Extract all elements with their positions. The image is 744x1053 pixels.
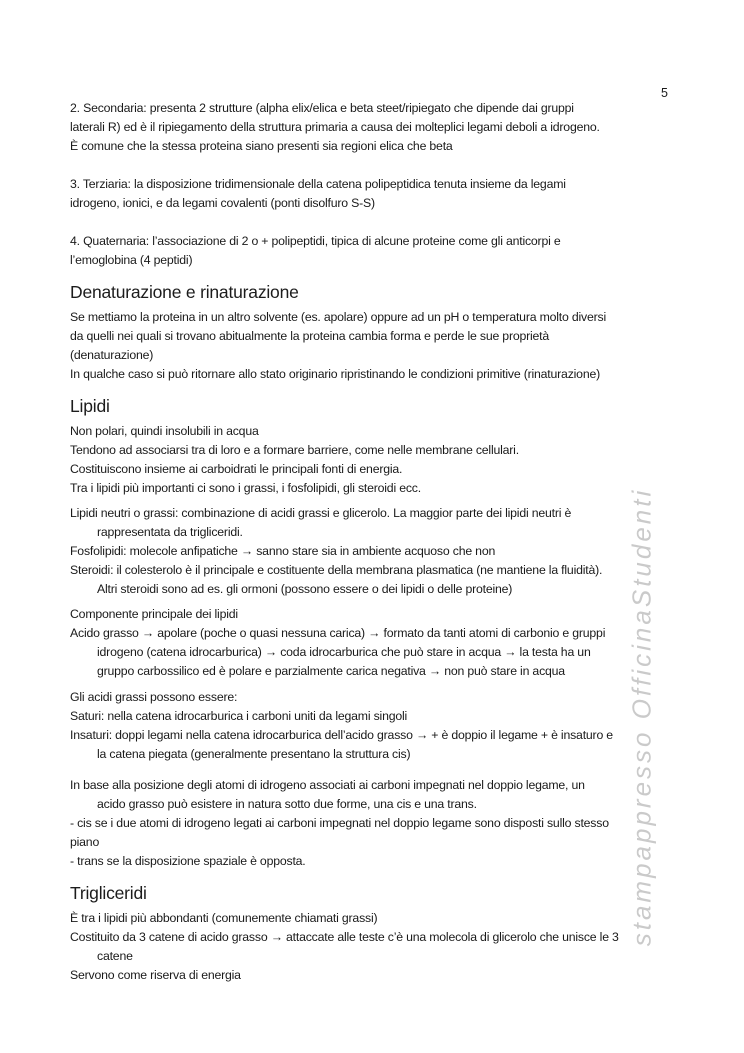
section-heading: Denaturazione e rinaturazione	[70, 282, 299, 302]
page-number: 5	[661, 86, 668, 100]
text-line: In qualche caso si può ritornare allo stato originario ripristinando le condizioni primitive (rinaturazione)	[70, 367, 600, 381]
text-line: Se mettiamo la proteina in un altro solvente (es. apolare) oppure ad un pH o temperatura molto diversi	[70, 310, 606, 324]
text-line: Non polari, quindi insolubili in acqua	[70, 424, 259, 438]
spacer	[70, 156, 686, 175]
text-line: (denaturazione)	[70, 348, 154, 362]
text-line: Tendono ad associarsi tra di loro e a formare barriere, come nelle membrane cellulari.	[70, 443, 519, 457]
text-line: Gli acidi grassi possono essere:	[70, 690, 238, 704]
text-line: da quelli nei quali si trovano abitualmente la proteina cambia forma e perde le sue proprietà	[70, 329, 550, 343]
text-line: Insaturi: doppi legami nella catena idrocarburica dell’acido grasso → + è doppio il legame + è insaturo e	[70, 728, 613, 742]
spacer	[70, 213, 686, 232]
text-line: Componente principale dei lipidi	[70, 607, 238, 621]
text-line: piano	[70, 835, 100, 849]
text-line: l’emoglobina (4 peptidi)	[70, 253, 193, 267]
spacer	[70, 681, 686, 688]
text-line: Saturi: nella catena idrocarburica i carboni uniti da legami singoli	[70, 709, 408, 723]
text-line: È tra i lipidi più abbondanti (comunemente chiamati grassi)	[70, 911, 378, 925]
text-line: Acido grasso → apolare (poche o quasi nessuna carica) → formato da tanti atomi di carbonio e gruppi	[70, 626, 606, 640]
text-line: In base alla posizione degli atomi di idrogeno associati ai carboni impegnati nel doppio legame, un	[70, 778, 585, 792]
text-line: catene	[97, 949, 133, 963]
document-body	[70, 99, 686, 985]
text-line: la catena piegata (generalmente presentano la struttura cis)	[97, 747, 411, 761]
text-line: Fosfolipidi: molecole anfipatiche → sanno stare sia in ambiente acquoso che non	[70, 544, 496, 558]
text-line: 3. Terziaria: la disposizione tridimensionale della catena polipeptidica tenuta insieme da legami	[70, 177, 566, 191]
text-line: gruppo carbossilico ed è polare e parzialmente carica negativa → non può stare in acqua	[97, 664, 565, 678]
text-line: idrogeno (catena idrocarburica) → coda idrocarburica che può stare in acqua → la testa ha un	[97, 645, 591, 659]
spacer	[70, 764, 686, 776]
text-line: Altri steroidi sono ad es. gli ormoni (possono essere o dei lipidi o delle proteine)	[97, 582, 513, 596]
text-line: acido grasso può esistere in natura sotto due forme, una cis e una trans.	[97, 797, 477, 811]
text-line: 4. Quaternaria: l’associazione di 2 o + polipeptidi, tipica di alcune proteine come gli anticorpi e	[70, 234, 561, 248]
text-line: 2. Secondaria: presenta 2 strutture (alpha elix/elica e beta steet/ripiegato che dipende dai gruppi	[70, 101, 574, 115]
text-line: - cis se i due atomi di idrogeno legati ai carboni impegnati nel doppio legame sono disposti sullo stesso	[70, 816, 609, 830]
text-line: Tra i lipidi più importanti ci sono i grassi, i fosfolipidi, gli steroidi ecc.	[70, 481, 421, 495]
text-line: È comune che la stessa proteina siano presenti sia regioni elica che beta	[70, 139, 453, 153]
section-heading: Trigliceridi	[70, 883, 147, 903]
text-line: Costituiscono insieme ai carboidrati le principali fonti di energia.	[70, 462, 403, 476]
text-line: Costituito da 3 catene di acido grasso → attaccate alle teste c’è una molecola di glicerolo che unisce le 3	[70, 930, 619, 944]
text-line: Steroidi: il colesterolo è il principale e costituente della membrana plasmatica (ne mantiene la fluidità).	[70, 563, 603, 577]
text-line: - trans se la disposizione spaziale è opposta.	[70, 854, 306, 868]
text-line: Servono come riserva di energia	[70, 968, 241, 982]
section-heading: Lipidi	[70, 396, 110, 416]
text-line: Lipidi neutri o grassi: combinazione di acidi grassi e glicerolo. La maggior parte dei lipidi neutri è	[70, 506, 572, 520]
text-line: idrogeno, ionici, e da legami covalenti (ponti disolfuro S-S)	[70, 196, 375, 210]
watermark-text: stampappresso OfficinaStudenti	[626, 487, 657, 947]
text-line: laterali R) ed è il ripiegamento della struttura primaria a causa dei molteplici legami deboli a idrogeno.	[70, 120, 600, 134]
text-line: rappresentata da trigliceridi.	[97, 525, 243, 539]
